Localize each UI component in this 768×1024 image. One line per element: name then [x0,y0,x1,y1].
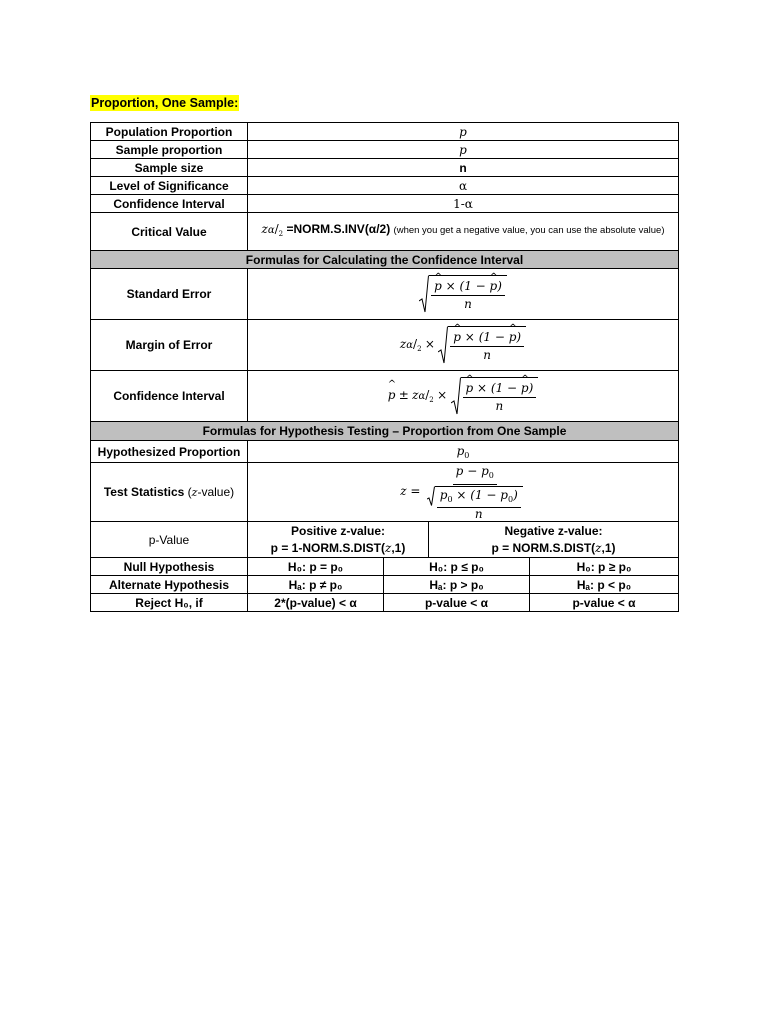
row-label: Confidence Interval [91,371,248,422]
table-row [91,463,679,522]
row-label: Margin of Error [91,320,248,371]
positive-z-cell: Positive z-value: p = 1-NORM.S.DIST(z,1) [248,522,429,558]
hypothesis-cell: H₀: p ≤ p₀ [384,558,530,576]
hypothesis-cell: H₀: p = p₀ [248,558,384,576]
formula-table [90,122,679,612]
table-row [91,195,679,213]
table-row [91,441,679,463]
standard-error-formula: ^ $\frac{p \times (1 - \^{} p)}{n}$ [248,269,679,320]
row-label: Sample proportion [91,141,248,159]
table-row [91,269,679,320]
row-label: Confidence Interval [91,195,248,213]
row-label: Null Hypothesis [91,558,248,576]
test-statistic-formula: z = ^ $\frac{p - p_0}{\frac{p_0 \times (1 - p_0)}{n}}$ [248,463,679,522]
critical-value-formula: $z\alpha/_2$ =NORM.S.INV(α/2) (when you get a negative value, you can use the absolute value) [248,213,679,251]
table-row [91,558,679,576]
row-label: p-Value [91,522,248,558]
table-row [91,320,679,371]
table-row [91,177,679,195]
row-label: Sample size [91,159,248,177]
reject-cell: p-value < α [530,594,679,612]
table-row [91,123,679,141]
row-label: Population Proportion [91,123,248,141]
margin-of-error-formula: $z\alpha/_2$ × ^ $\frac{p \times (1 - \^{} p)}{n}$ [248,320,679,371]
row-value: ^ p [248,141,679,159]
row-label: Reject H₀, if [91,594,248,612]
row-label: Alternate Hypothesis [91,576,248,594]
table-row [91,371,679,422]
negative-z-cell: Negative z-value: p = NORM.S.DIST(z,1) [429,522,679,558]
row-value: $p_0$ [248,441,679,463]
table-row [91,594,679,612]
section-title: Formulas for Hypothesis Testing – Proportion from One Sample [91,422,679,441]
hypothesis-cell: Hₐ: p < p₀ [530,576,679,594]
hypothesis-cell: Hₐ: p ≠ p₀ [248,576,384,594]
row-value: 1-α [248,195,679,213]
hypothesis-cell: H₀: p ≥ p₀ [530,558,679,576]
row-value: n [248,159,679,177]
table-row [91,213,679,251]
row-label: Level of Significance [91,177,248,195]
section-header [91,251,679,269]
reject-cell: 2*(p-value) < α [248,594,384,612]
page-heading: Proportion, One Sample: [91,96,239,110]
table-row [91,159,679,177]
row-label: Critical Value [91,213,248,251]
row-label: Test Statistics (z-value) [91,463,248,522]
row-value: α [248,177,679,195]
reject-cell: p-value < α [384,594,530,612]
table-row [91,522,679,558]
section-header [91,422,679,441]
table-row [91,576,679,594]
section-title: Formulas for Calculating the Confidence Interval [91,251,679,269]
hypothesis-cell: Hₐ: p > p₀ [384,576,530,594]
row-label: Hypothesized Proportion [91,441,248,463]
table-row [91,141,679,159]
row-label: Standard Error [91,269,248,320]
row-value: p [248,123,679,141]
confidence-interval-formula: ^ $p \pm z\alpha/_2$ × ^ $\frac{p \times (1 - \^{} p)}{n}$ [248,371,679,422]
